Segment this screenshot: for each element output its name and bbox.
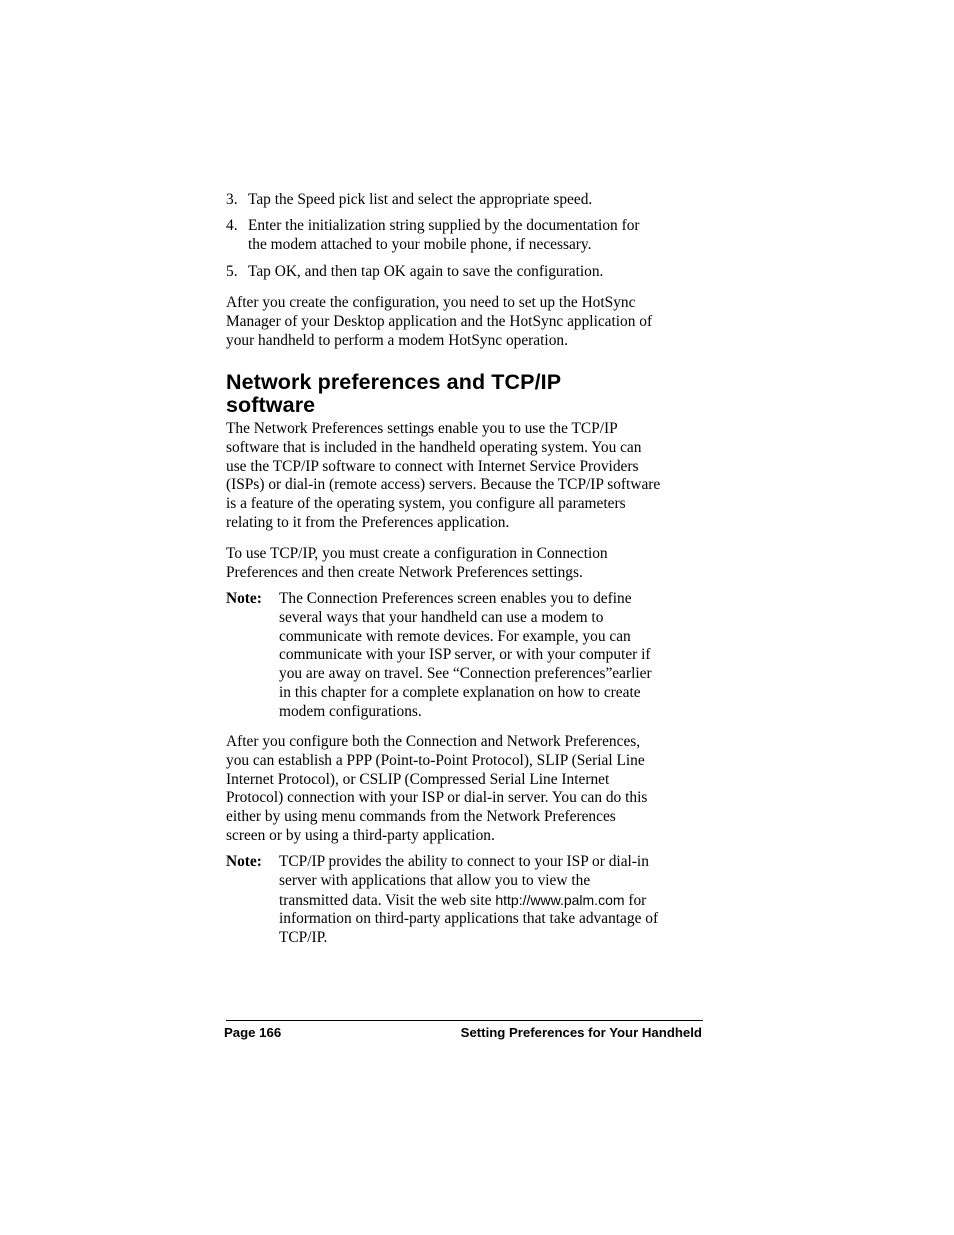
paragraph-line: is a feature of the operating system, you configure all parameters — [226, 495, 626, 513]
note-label: Note: — [226, 590, 262, 607]
paragraph-line: After you create the configuration, you need to set up the HotSync — [226, 294, 636, 311]
paragraph-line: The Network Preferences settings enable you to use the TCP/IP — [226, 420, 618, 437]
step-number: 5. — [226, 263, 238, 280]
note-line: for — [624, 891, 647, 909]
note-line: TCP/IP. — [279, 929, 328, 947]
footer-chapter-title: Setting Preferences for Your Handheld — [460, 1025, 702, 1040]
paragraph-line: relating to it from the Preferences application. — [226, 513, 510, 531]
footer-page-number: Page 166 — [224, 1025, 282, 1040]
web-site-link[interactable]: http://www.palm.com — [495, 891, 625, 908]
paragraph-line: To use TCP/IP, you must create a configuration in Connection — [226, 545, 608, 562]
paragraph-line: (ISPs) or dial-in (remote access) servers. Because the TCP/IP software — [226, 476, 661, 494]
document-page — [226, 0, 704, 1235]
note-line: in this chapter for a complete explanation on how to create — [279, 683, 641, 701]
note-line: information on third-party applications that take advantage of — [279, 910, 659, 928]
paragraph-network-intro — [226, 420, 704, 533]
heading-line: software — [226, 393, 316, 417]
step-text — [248, 217, 704, 255]
paragraph-line: either by using menu commands from the Network Preferences — [226, 808, 616, 826]
step-number: 3. — [226, 191, 238, 208]
step-text: Tap OK, and then tap OK again to save the configuration. — [248, 263, 604, 280]
note-line: communicate with your ISP server, or with your computer if — [279, 646, 651, 664]
paragraph-line: use the TCP/IP software to connect with Internet Service Providers — [226, 457, 639, 475]
paragraph-line: Internet Protocol), or CSLIP (Compressed Serial Line Internet — [226, 770, 610, 788]
paragraph-to-use-tcpip — [226, 545, 704, 583]
paragraph-ppp-slip-cslip — [226, 733, 704, 846]
note-line: The Connection Preferences screen enables you to define — [279, 590, 632, 607]
step-text-line: Enter the initialization string supplied by the documentation for — [248, 217, 640, 234]
note-body — [279, 590, 704, 722]
note-line: you are away on travel. See “Connection preferences”earlier — [279, 665, 652, 683]
paragraph-line: you can establish a PPP (Point-to-Point Protocol), SLIP (Serial Line — [226, 751, 645, 769]
paragraph-line: Preferences and then create Network Preferences settings. — [226, 563, 583, 581]
note-line: TCP/IP provides the ability to connect to your ISP or dial-in — [279, 853, 649, 870]
paragraph-line: Manager of your Desktop application and the HotSync application of — [226, 312, 653, 330]
note-line: modem configurations. — [279, 702, 422, 720]
paragraph-after-configuration — [226, 294, 704, 350]
note-line: communicate with remote devices. For example, you can — [279, 627, 631, 645]
note-body — [279, 853, 704, 948]
note-line: several ways that your handheld can use a modem to — [279, 608, 604, 626]
paragraph-line: software that is included in the handheld operating system. You can — [226, 438, 642, 456]
note-label: Note: — [226, 853, 262, 870]
paragraph-line: screen or by using a third-party application. — [226, 826, 495, 844]
step-number: 4. — [226, 217, 238, 234]
heading-line: Network preferences and TCP/IP — [226, 370, 562, 394]
note-line: transmitted data. Visit the web site — [279, 891, 496, 909]
paragraph-line: Protocol) connection with your ISP or dial-in server. You can do this — [226, 789, 648, 807]
note-line: server with applications that allow you to view the — [279, 871, 591, 889]
step-text: Tap the Speed pick list and select the appropriate speed. — [248, 191, 593, 208]
footer-rule — [226, 1020, 703, 1021]
paragraph-line: your handheld to perform a modem HotSync operation. — [226, 331, 568, 349]
paragraph-line: After you configure both the Connection and Network Preferences, — [226, 733, 641, 750]
step-text-line: the modem attached to your mobile phone, if necessary. — [248, 235, 592, 253]
section-heading — [226, 371, 704, 417]
